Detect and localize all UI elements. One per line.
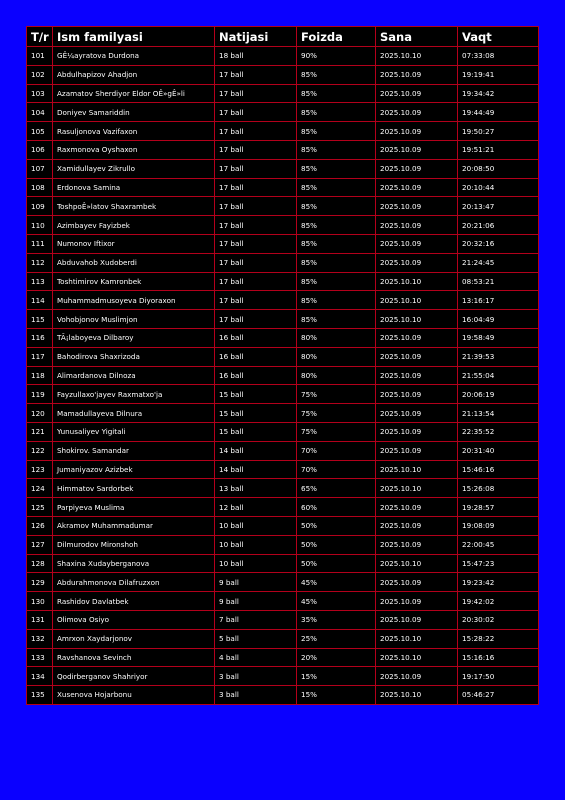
student-name-cell: Shaxina Xudayberganova (53, 554, 215, 573)
student-name-cell: Abdurahmonova Dilafruzxon (53, 573, 215, 592)
score-cell: 15 ball (215, 404, 297, 423)
percent-cell: 85% (297, 253, 376, 272)
student-name-cell: Qodirberganov Shahriyor (53, 667, 215, 686)
table-row (27, 178, 539, 197)
date-cell: 2025.10.09 (376, 84, 458, 103)
date-cell: 2025.10.09 (376, 498, 458, 517)
row-number-cell: 118 (27, 366, 53, 385)
results-table (26, 26, 539, 705)
date-cell: 2025.10.09 (376, 422, 458, 441)
percent-cell: 70% (297, 441, 376, 460)
time-cell: 19:42:02 (458, 592, 539, 611)
table-row (27, 629, 539, 648)
time-cell: 21:13:54 (458, 404, 539, 423)
header-number: T/r (27, 27, 53, 47)
score-cell: 17 ball (215, 140, 297, 159)
score-cell: 5 ball (215, 629, 297, 648)
score-cell: 7 ball (215, 610, 297, 629)
row-number-cell: 105 (27, 122, 53, 141)
student-name-cell: Akramov Muhammadumar (53, 516, 215, 535)
table-row (27, 516, 539, 535)
time-cell: 20:13:47 (458, 197, 539, 216)
student-name-cell: TÃ¡laboyeva Dilbaroy (53, 328, 215, 347)
percent-cell: 45% (297, 592, 376, 611)
score-cell: 17 ball (215, 234, 297, 253)
table-row (27, 667, 539, 686)
date-cell: 2025.10.09 (376, 65, 458, 84)
percent-cell: 85% (297, 178, 376, 197)
time-cell: 13:16:17 (458, 291, 539, 310)
date-cell: 2025.10.09 (376, 159, 458, 178)
row-number-cell: 131 (27, 610, 53, 629)
time-cell: 21:55:04 (458, 366, 539, 385)
time-cell: 20:21:06 (458, 216, 539, 235)
percent-cell: 25% (297, 629, 376, 648)
row-number-cell: 133 (27, 648, 53, 667)
results-sheet (26, 26, 538, 705)
percent-cell: 85% (297, 140, 376, 159)
time-cell: 19:08:09 (458, 516, 539, 535)
time-cell: 19:28:57 (458, 498, 539, 517)
percent-cell: 85% (297, 291, 376, 310)
date-cell: 2025.10.10 (376, 272, 458, 291)
row-number-cell: 120 (27, 404, 53, 423)
date-cell: 2025.10.10 (376, 460, 458, 479)
student-name-cell: Jumaniyazov Azizbek (53, 460, 215, 479)
student-name-cell: Abdulhapizov Ahadjon (53, 65, 215, 84)
time-cell: 20:32:16 (458, 234, 539, 253)
student-name-cell: Dilmurodov Mironshoh (53, 535, 215, 554)
row-number-cell: 108 (27, 178, 53, 197)
percent-cell: 85% (297, 103, 376, 122)
time-cell: 15:47:23 (458, 554, 539, 573)
student-name-cell: Xamidullayev Zikrullo (53, 159, 215, 178)
time-cell: 19:17:50 (458, 667, 539, 686)
date-cell: 2025.10.09 (376, 103, 458, 122)
time-cell: 21:24:45 (458, 253, 539, 272)
time-cell: 22:35:52 (458, 422, 539, 441)
time-cell: 20:06:19 (458, 385, 539, 404)
student-name-cell: Erdonova Samina (53, 178, 215, 197)
percent-cell: 65% (297, 479, 376, 498)
student-name-cell: Xusenova Hojarbonu (53, 686, 215, 705)
date-cell: 2025.10.09 (376, 535, 458, 554)
time-cell: 19:34:42 (458, 84, 539, 103)
percent-cell: 80% (297, 366, 376, 385)
score-cell: 12 ball (215, 498, 297, 517)
date-cell: 2025.10.09 (376, 197, 458, 216)
row-number-cell: 107 (27, 159, 53, 178)
row-number-cell: 119 (27, 385, 53, 404)
date-cell: 2025.10.10 (376, 629, 458, 648)
date-cell: 2025.10.10 (376, 554, 458, 573)
percent-cell: 75% (297, 422, 376, 441)
score-cell: 9 ball (215, 592, 297, 611)
student-name-cell: Azamatov Sherdiyor Eldor OÊ»gÊ»li (53, 84, 215, 103)
date-cell: 2025.10.09 (376, 667, 458, 686)
table-row (27, 310, 539, 329)
header-time: Vaqt (458, 27, 539, 47)
table-row (27, 253, 539, 272)
percent-cell: 70% (297, 460, 376, 479)
row-number-cell: 117 (27, 347, 53, 366)
time-cell: 15:16:16 (458, 648, 539, 667)
date-cell: 2025.10.09 (376, 140, 458, 159)
student-name-cell: Rashidov Davlatbek (53, 592, 215, 611)
date-cell: 2025.10.10 (376, 310, 458, 329)
time-cell: 15:26:08 (458, 479, 539, 498)
time-cell: 15:28:22 (458, 629, 539, 648)
table-row (27, 366, 539, 385)
row-number-cell: 110 (27, 216, 53, 235)
time-cell: 20:10:44 (458, 178, 539, 197)
row-number-cell: 115 (27, 310, 53, 329)
time-cell: 05:46:27 (458, 686, 539, 705)
student-name-cell: Azimbayev Fayizbek (53, 216, 215, 235)
percent-cell: 60% (297, 498, 376, 517)
score-cell: 15 ball (215, 422, 297, 441)
header-score: Natijasi (215, 27, 297, 47)
row-number-cell: 103 (27, 84, 53, 103)
percent-cell: 50% (297, 535, 376, 554)
date-cell: 2025.10.09 (376, 347, 458, 366)
score-cell: 4 ball (215, 648, 297, 667)
percent-cell: 85% (297, 310, 376, 329)
table-row (27, 686, 539, 705)
table-body (27, 47, 539, 705)
table-row (27, 610, 539, 629)
time-cell: 21:39:53 (458, 347, 539, 366)
date-cell: 2025.10.10 (376, 479, 458, 498)
score-cell: 17 ball (215, 84, 297, 103)
row-number-cell: 132 (27, 629, 53, 648)
score-cell: 17 ball (215, 122, 297, 141)
score-cell: 14 ball (215, 460, 297, 479)
time-cell: 20:31:40 (458, 441, 539, 460)
table-row (27, 84, 539, 103)
score-cell: 9 ball (215, 573, 297, 592)
percent-cell: 15% (297, 667, 376, 686)
student-name-cell: Mamadullayeva Dilnura (53, 404, 215, 423)
row-number-cell: 113 (27, 272, 53, 291)
percent-cell: 85% (297, 122, 376, 141)
percent-cell: 85% (297, 65, 376, 84)
time-cell: 08:53:21 (458, 272, 539, 291)
row-number-cell: 130 (27, 592, 53, 611)
percent-cell: 85% (297, 197, 376, 216)
row-number-cell: 114 (27, 291, 53, 310)
row-number-cell: 125 (27, 498, 53, 517)
table-row (27, 197, 539, 216)
date-cell: 2025.10.09 (376, 216, 458, 235)
student-name-cell: Bahodirova Shaxrizoda (53, 347, 215, 366)
table-row (27, 404, 539, 423)
time-cell: 19:51:21 (458, 140, 539, 159)
table-row (27, 498, 539, 517)
percent-cell: 90% (297, 47, 376, 66)
table-row (27, 441, 539, 460)
table-row (27, 47, 539, 66)
score-cell: 17 ball (215, 159, 297, 178)
student-name-cell: Himmatov Sardorbek (53, 479, 215, 498)
date-cell: 2025.10.09 (376, 610, 458, 629)
table-row (27, 460, 539, 479)
time-cell: 15:46:16 (458, 460, 539, 479)
student-name-cell: GÊ¼ayratova Durdona (53, 47, 215, 66)
row-number-cell: 109 (27, 197, 53, 216)
percent-cell: 45% (297, 573, 376, 592)
score-cell: 17 ball (215, 197, 297, 216)
row-number-cell: 106 (27, 140, 53, 159)
percent-cell: 80% (297, 328, 376, 347)
table-row (27, 385, 539, 404)
score-cell: 16 ball (215, 328, 297, 347)
date-cell: 2025.10.10 (376, 686, 458, 705)
table-row (27, 291, 539, 310)
percent-cell: 20% (297, 648, 376, 667)
score-cell: 17 ball (215, 103, 297, 122)
table-row (27, 422, 539, 441)
percent-cell: 85% (297, 84, 376, 103)
student-name-cell: ToshpoÊ»latov Shaxrambek (53, 197, 215, 216)
time-cell: 16:04:49 (458, 310, 539, 329)
percent-cell: 85% (297, 216, 376, 235)
date-cell: 2025.10.09 (376, 253, 458, 272)
student-name-cell: Muhammadmusoyeva Diyoraxon (53, 291, 215, 310)
student-name-cell: Alimardanova Dilnoza (53, 366, 215, 385)
date-cell: 2025.10.10 (376, 291, 458, 310)
score-cell: 13 ball (215, 479, 297, 498)
date-cell: 2025.10.09 (376, 328, 458, 347)
score-cell: 10 ball (215, 535, 297, 554)
time-cell: 22:00:45 (458, 535, 539, 554)
student-name-cell: Rasuljonova Vazifaxon (53, 122, 215, 141)
percent-cell: 75% (297, 404, 376, 423)
row-number-cell: 102 (27, 65, 53, 84)
row-number-cell: 123 (27, 460, 53, 479)
student-name-cell: Parpiyeva Muslima (53, 498, 215, 517)
score-cell: 17 ball (215, 253, 297, 272)
percent-cell: 15% (297, 686, 376, 705)
table-row (27, 573, 539, 592)
date-cell: 2025.10.09 (376, 592, 458, 611)
student-name-cell: Abduvahob Xudoberdi (53, 253, 215, 272)
row-number-cell: 124 (27, 479, 53, 498)
student-name-cell: Olimova Osiyo (53, 610, 215, 629)
score-cell: 17 ball (215, 272, 297, 291)
percent-cell: 85% (297, 272, 376, 291)
table-row (27, 216, 539, 235)
student-name-cell: Yunusaliyev Yigitali (53, 422, 215, 441)
table-row (27, 554, 539, 573)
date-cell: 2025.10.09 (376, 385, 458, 404)
header-percent: Foizda (297, 27, 376, 47)
score-cell: 10 ball (215, 516, 297, 535)
date-cell: 2025.10.09 (376, 441, 458, 460)
row-number-cell: 116 (27, 328, 53, 347)
time-cell: 20:30:02 (458, 610, 539, 629)
student-name-cell: Doniyev Samariddin (53, 103, 215, 122)
row-number-cell: 122 (27, 441, 53, 460)
student-name-cell: Raxmonova Oyshaxon (53, 140, 215, 159)
date-cell: 2025.10.09 (376, 122, 458, 141)
percent-cell: 85% (297, 234, 376, 253)
score-cell: 18 ball (215, 47, 297, 66)
student-name-cell: Toshtimirov Kamronbek (53, 272, 215, 291)
score-cell: 3 ball (215, 686, 297, 705)
row-number-cell: 135 (27, 686, 53, 705)
percent-cell: 50% (297, 516, 376, 535)
header-date: Sana (376, 27, 458, 47)
table-row (27, 159, 539, 178)
student-name-cell: Numonov Iftixor (53, 234, 215, 253)
table-row (27, 479, 539, 498)
time-cell: 19:23:42 (458, 573, 539, 592)
percent-cell: 75% (297, 385, 376, 404)
row-number-cell: 112 (27, 253, 53, 272)
score-cell: 15 ball (215, 385, 297, 404)
row-number-cell: 134 (27, 667, 53, 686)
table-row (27, 535, 539, 554)
student-name-cell: Vohobjonov Muslimjon (53, 310, 215, 329)
percent-cell: 50% (297, 554, 376, 573)
student-name-cell: Shokirov. Samandar (53, 441, 215, 460)
table-row (27, 648, 539, 667)
row-number-cell: 104 (27, 103, 53, 122)
score-cell: 17 ball (215, 310, 297, 329)
score-cell: 17 ball (215, 291, 297, 310)
table-row (27, 592, 539, 611)
row-number-cell: 101 (27, 47, 53, 66)
table-row (27, 272, 539, 291)
time-cell: 19:50:27 (458, 122, 539, 141)
date-cell: 2025.10.10 (376, 648, 458, 667)
date-cell: 2025.10.09 (376, 404, 458, 423)
time-cell: 20:08:50 (458, 159, 539, 178)
row-number-cell: 129 (27, 573, 53, 592)
table-row (27, 140, 539, 159)
row-number-cell: 127 (27, 535, 53, 554)
date-cell: 2025.10.09 (376, 573, 458, 592)
score-cell: 16 ball (215, 366, 297, 385)
date-cell: 2025.10.09 (376, 366, 458, 385)
percent-cell: 80% (297, 347, 376, 366)
header-row (27, 27, 539, 47)
row-number-cell: 111 (27, 234, 53, 253)
student-name-cell: Ravshanova Sevinch (53, 648, 215, 667)
row-number-cell: 121 (27, 422, 53, 441)
date-cell: 2025.10.09 (376, 234, 458, 253)
score-cell: 10 ball (215, 554, 297, 573)
student-name-cell: Amrxon Xaydarjonov (53, 629, 215, 648)
table-row (27, 122, 539, 141)
row-number-cell: 126 (27, 516, 53, 535)
score-cell: 17 ball (215, 65, 297, 84)
time-cell: 19:44:49 (458, 103, 539, 122)
row-number-cell: 128 (27, 554, 53, 573)
score-cell: 3 ball (215, 667, 297, 686)
score-cell: 17 ball (215, 216, 297, 235)
table-row (27, 234, 539, 253)
date-cell: 2025.10.10 (376, 47, 458, 66)
time-cell: 07:33:08 (458, 47, 539, 66)
table-row (27, 328, 539, 347)
percent-cell: 85% (297, 159, 376, 178)
date-cell: 2025.10.09 (376, 516, 458, 535)
date-cell: 2025.10.09 (376, 178, 458, 197)
table-row (27, 103, 539, 122)
table-row (27, 347, 539, 366)
header-full-name: Ism familyasi (53, 27, 215, 47)
score-cell: 16 ball (215, 347, 297, 366)
score-cell: 17 ball (215, 178, 297, 197)
time-cell: 19:19:41 (458, 65, 539, 84)
table-row (27, 65, 539, 84)
percent-cell: 35% (297, 610, 376, 629)
student-name-cell: Fayzullaxo'jayev Raxmatxo'ja (53, 385, 215, 404)
time-cell: 19:58:49 (458, 328, 539, 347)
score-cell: 14 ball (215, 441, 297, 460)
